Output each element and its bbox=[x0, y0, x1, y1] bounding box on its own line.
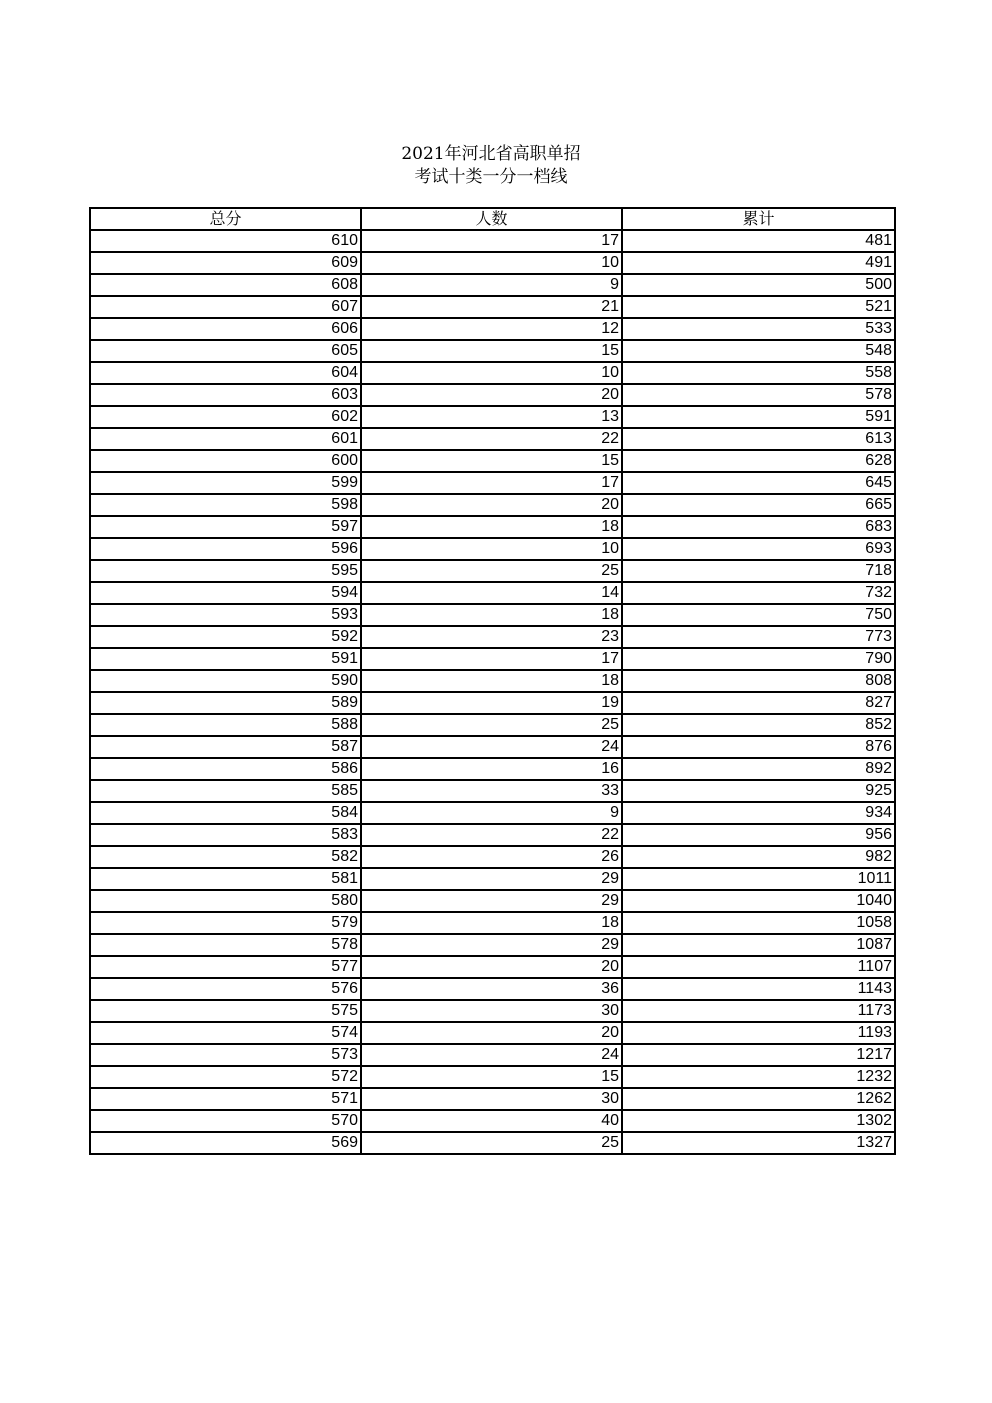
count-cell: 10 bbox=[361, 362, 622, 384]
cumulative-cell: 1087 bbox=[622, 934, 895, 956]
count-cell: 20 bbox=[361, 384, 622, 406]
count-cell: 26 bbox=[361, 846, 622, 868]
count-cell: 20 bbox=[361, 494, 622, 516]
table-row bbox=[90, 1022, 895, 1044]
table-row bbox=[90, 1088, 895, 1110]
count-cell: 29 bbox=[361, 890, 622, 912]
cumulative-cell: 925 bbox=[622, 780, 895, 802]
count-cell: 18 bbox=[361, 670, 622, 692]
count-cell: 24 bbox=[361, 736, 622, 758]
score-cell: 598 bbox=[90, 494, 361, 516]
table-row bbox=[90, 538, 895, 560]
table-row bbox=[90, 1132, 895, 1154]
count-cell: 16 bbox=[361, 758, 622, 780]
page-subtitle: 考试十类一分一档线 bbox=[414, 167, 568, 187]
cumulative-cell: 1232 bbox=[622, 1066, 895, 1088]
score-cell: 605 bbox=[90, 340, 361, 362]
count-cell: 12 bbox=[361, 318, 622, 340]
count-cell: 30 bbox=[361, 1088, 622, 1110]
cumulative-cell: 613 bbox=[622, 428, 895, 450]
table-row bbox=[90, 692, 895, 714]
table-row bbox=[90, 406, 895, 428]
table-row bbox=[90, 560, 895, 582]
score-cell: 570 bbox=[90, 1110, 361, 1132]
cumulative-cell: 558 bbox=[622, 362, 895, 384]
cumulative-cell: 982 bbox=[622, 846, 895, 868]
score-cell: 584 bbox=[90, 802, 361, 824]
score-cell: 595 bbox=[90, 560, 361, 582]
count-cell: 10 bbox=[361, 252, 622, 274]
count-cell: 17 bbox=[361, 648, 622, 670]
count-cell: 40 bbox=[361, 1110, 622, 1132]
cumulative-cell: 876 bbox=[622, 736, 895, 758]
table-row bbox=[90, 340, 895, 362]
count-cell: 15 bbox=[361, 1066, 622, 1088]
cumulative-cell: 790 bbox=[622, 648, 895, 670]
count-cell: 23 bbox=[361, 626, 622, 648]
score-cell: 573 bbox=[90, 1044, 361, 1066]
score-cell: 582 bbox=[90, 846, 361, 868]
count-cell: 18 bbox=[361, 912, 622, 934]
score-cell: 576 bbox=[90, 978, 361, 1000]
score-cell: 600 bbox=[90, 450, 361, 472]
cumulative-cell: 732 bbox=[622, 582, 895, 604]
cumulative-cell: 934 bbox=[622, 802, 895, 824]
count-cell: 24 bbox=[361, 1044, 622, 1066]
cumulative-cell: 645 bbox=[622, 472, 895, 494]
score-cell: 577 bbox=[90, 956, 361, 978]
table-row bbox=[90, 956, 895, 978]
table-row bbox=[90, 1000, 895, 1022]
cumulative-cell: 683 bbox=[622, 516, 895, 538]
table-row bbox=[90, 824, 895, 846]
count-cell: 25 bbox=[361, 714, 622, 736]
table-row bbox=[90, 472, 895, 494]
score-cell: 601 bbox=[90, 428, 361, 450]
score-cell: 586 bbox=[90, 758, 361, 780]
column-header-cumulative: 累计 bbox=[622, 208, 895, 230]
table-row bbox=[90, 516, 895, 538]
table-row bbox=[90, 626, 895, 648]
count-cell: 20 bbox=[361, 1022, 622, 1044]
table-row bbox=[90, 362, 895, 384]
table-row bbox=[90, 1110, 895, 1132]
table-row bbox=[90, 428, 895, 450]
score-cell: 609 bbox=[90, 252, 361, 274]
score-cell: 597 bbox=[90, 516, 361, 538]
score-cell: 593 bbox=[90, 604, 361, 626]
cumulative-cell: 628 bbox=[622, 450, 895, 472]
score-distribution-table bbox=[89, 207, 896, 1155]
score-cell: 571 bbox=[90, 1088, 361, 1110]
score-cell: 606 bbox=[90, 318, 361, 340]
cumulative-cell: 892 bbox=[622, 758, 895, 780]
count-cell: 10 bbox=[361, 538, 622, 560]
count-cell: 13 bbox=[361, 406, 622, 428]
score-cell: 592 bbox=[90, 626, 361, 648]
count-cell: 15 bbox=[361, 340, 622, 362]
count-cell: 29 bbox=[361, 934, 622, 956]
count-cell: 25 bbox=[361, 560, 622, 582]
cumulative-cell: 750 bbox=[622, 604, 895, 626]
cumulative-cell: 718 bbox=[622, 560, 895, 582]
cumulative-cell: 773 bbox=[622, 626, 895, 648]
score-cell: 589 bbox=[90, 692, 361, 714]
count-cell: 9 bbox=[361, 274, 622, 296]
cumulative-cell: 1107 bbox=[622, 956, 895, 978]
table-row bbox=[90, 934, 895, 956]
table-row bbox=[90, 318, 895, 340]
cumulative-cell: 1040 bbox=[622, 890, 895, 912]
cumulative-cell: 1173 bbox=[622, 1000, 895, 1022]
score-cell: 583 bbox=[90, 824, 361, 846]
score-cell: 578 bbox=[90, 934, 361, 956]
table-row bbox=[90, 736, 895, 758]
count-cell: 25 bbox=[361, 1132, 622, 1154]
table-row bbox=[90, 296, 895, 318]
count-cell: 22 bbox=[361, 824, 622, 846]
table-row bbox=[90, 780, 895, 802]
count-cell: 9 bbox=[361, 802, 622, 824]
score-cell: 579 bbox=[90, 912, 361, 934]
score-cell: 587 bbox=[90, 736, 361, 758]
column-header-count: 人数 bbox=[361, 208, 622, 230]
score-cell: 569 bbox=[90, 1132, 361, 1154]
score-cell: 603 bbox=[90, 384, 361, 406]
table-row bbox=[90, 868, 895, 890]
column-header-total-score: 总分 bbox=[90, 208, 361, 230]
cumulative-cell: 491 bbox=[622, 252, 895, 274]
count-cell: 36 bbox=[361, 978, 622, 1000]
cumulative-cell: 956 bbox=[622, 824, 895, 846]
score-cell: 607 bbox=[90, 296, 361, 318]
table-header-row bbox=[90, 208, 895, 230]
cumulative-cell: 827 bbox=[622, 692, 895, 714]
count-cell: 21 bbox=[361, 296, 622, 318]
table-row bbox=[90, 230, 895, 252]
count-cell: 29 bbox=[361, 868, 622, 890]
cumulative-cell: 693 bbox=[622, 538, 895, 560]
score-cell: 596 bbox=[90, 538, 361, 560]
cumulative-cell: 481 bbox=[622, 230, 895, 252]
cumulative-cell: 1217 bbox=[622, 1044, 895, 1066]
score-cell: 590 bbox=[90, 670, 361, 692]
table-row bbox=[90, 384, 895, 406]
table-row bbox=[90, 1066, 895, 1088]
table-row bbox=[90, 912, 895, 934]
cumulative-cell: 548 bbox=[622, 340, 895, 362]
score-cell: 572 bbox=[90, 1066, 361, 1088]
table-row bbox=[90, 846, 895, 868]
score-cell: 585 bbox=[90, 780, 361, 802]
cumulative-cell: 533 bbox=[622, 318, 895, 340]
table-row bbox=[90, 450, 895, 472]
cumulative-cell: 578 bbox=[622, 384, 895, 406]
score-cell: 580 bbox=[90, 890, 361, 912]
cumulative-cell: 1302 bbox=[622, 1110, 895, 1132]
count-cell: 17 bbox=[361, 230, 622, 252]
table-row bbox=[90, 582, 895, 604]
score-cell: 574 bbox=[90, 1022, 361, 1044]
table-row bbox=[90, 758, 895, 780]
score-cell: 610 bbox=[90, 230, 361, 252]
cumulative-cell: 852 bbox=[622, 714, 895, 736]
cumulative-cell: 500 bbox=[622, 274, 895, 296]
table-body bbox=[90, 230, 895, 1154]
table-row bbox=[90, 494, 895, 516]
count-cell: 22 bbox=[361, 428, 622, 450]
table-row bbox=[90, 714, 895, 736]
table-row bbox=[90, 604, 895, 626]
cumulative-cell: 591 bbox=[622, 406, 895, 428]
count-cell: 30 bbox=[361, 1000, 622, 1022]
cumulative-cell: 1262 bbox=[622, 1088, 895, 1110]
cumulative-cell: 665 bbox=[622, 494, 895, 516]
count-cell: 20 bbox=[361, 956, 622, 978]
cumulative-cell: 1011 bbox=[622, 868, 895, 890]
score-cell: 604 bbox=[90, 362, 361, 384]
table-row bbox=[90, 648, 895, 670]
score-cell: 599 bbox=[90, 472, 361, 494]
page-title: 2021年河北省高职单招 bbox=[401, 144, 581, 164]
count-cell: 19 bbox=[361, 692, 622, 714]
table-row bbox=[90, 274, 895, 296]
count-cell: 15 bbox=[361, 450, 622, 472]
count-cell: 14 bbox=[361, 582, 622, 604]
cumulative-cell: 1143 bbox=[622, 978, 895, 1000]
table-row bbox=[90, 802, 895, 824]
score-cell: 608 bbox=[90, 274, 361, 296]
score-cell: 581 bbox=[90, 868, 361, 890]
table-row bbox=[90, 1044, 895, 1066]
count-cell: 18 bbox=[361, 604, 622, 626]
count-cell: 18 bbox=[361, 516, 622, 538]
score-cell: 602 bbox=[90, 406, 361, 428]
table-row bbox=[90, 252, 895, 274]
score-cell: 575 bbox=[90, 1000, 361, 1022]
cumulative-cell: 1058 bbox=[622, 912, 895, 934]
score-cell: 591 bbox=[90, 648, 361, 670]
count-cell: 33 bbox=[361, 780, 622, 802]
table-row bbox=[90, 670, 895, 692]
cumulative-cell: 1193 bbox=[622, 1022, 895, 1044]
cumulative-cell: 808 bbox=[622, 670, 895, 692]
cumulative-cell: 521 bbox=[622, 296, 895, 318]
score-cell: 588 bbox=[90, 714, 361, 736]
table-row bbox=[90, 978, 895, 1000]
score-cell: 594 bbox=[90, 582, 361, 604]
cumulative-cell: 1327 bbox=[622, 1132, 895, 1154]
table-row bbox=[90, 890, 895, 912]
count-cell: 17 bbox=[361, 472, 622, 494]
